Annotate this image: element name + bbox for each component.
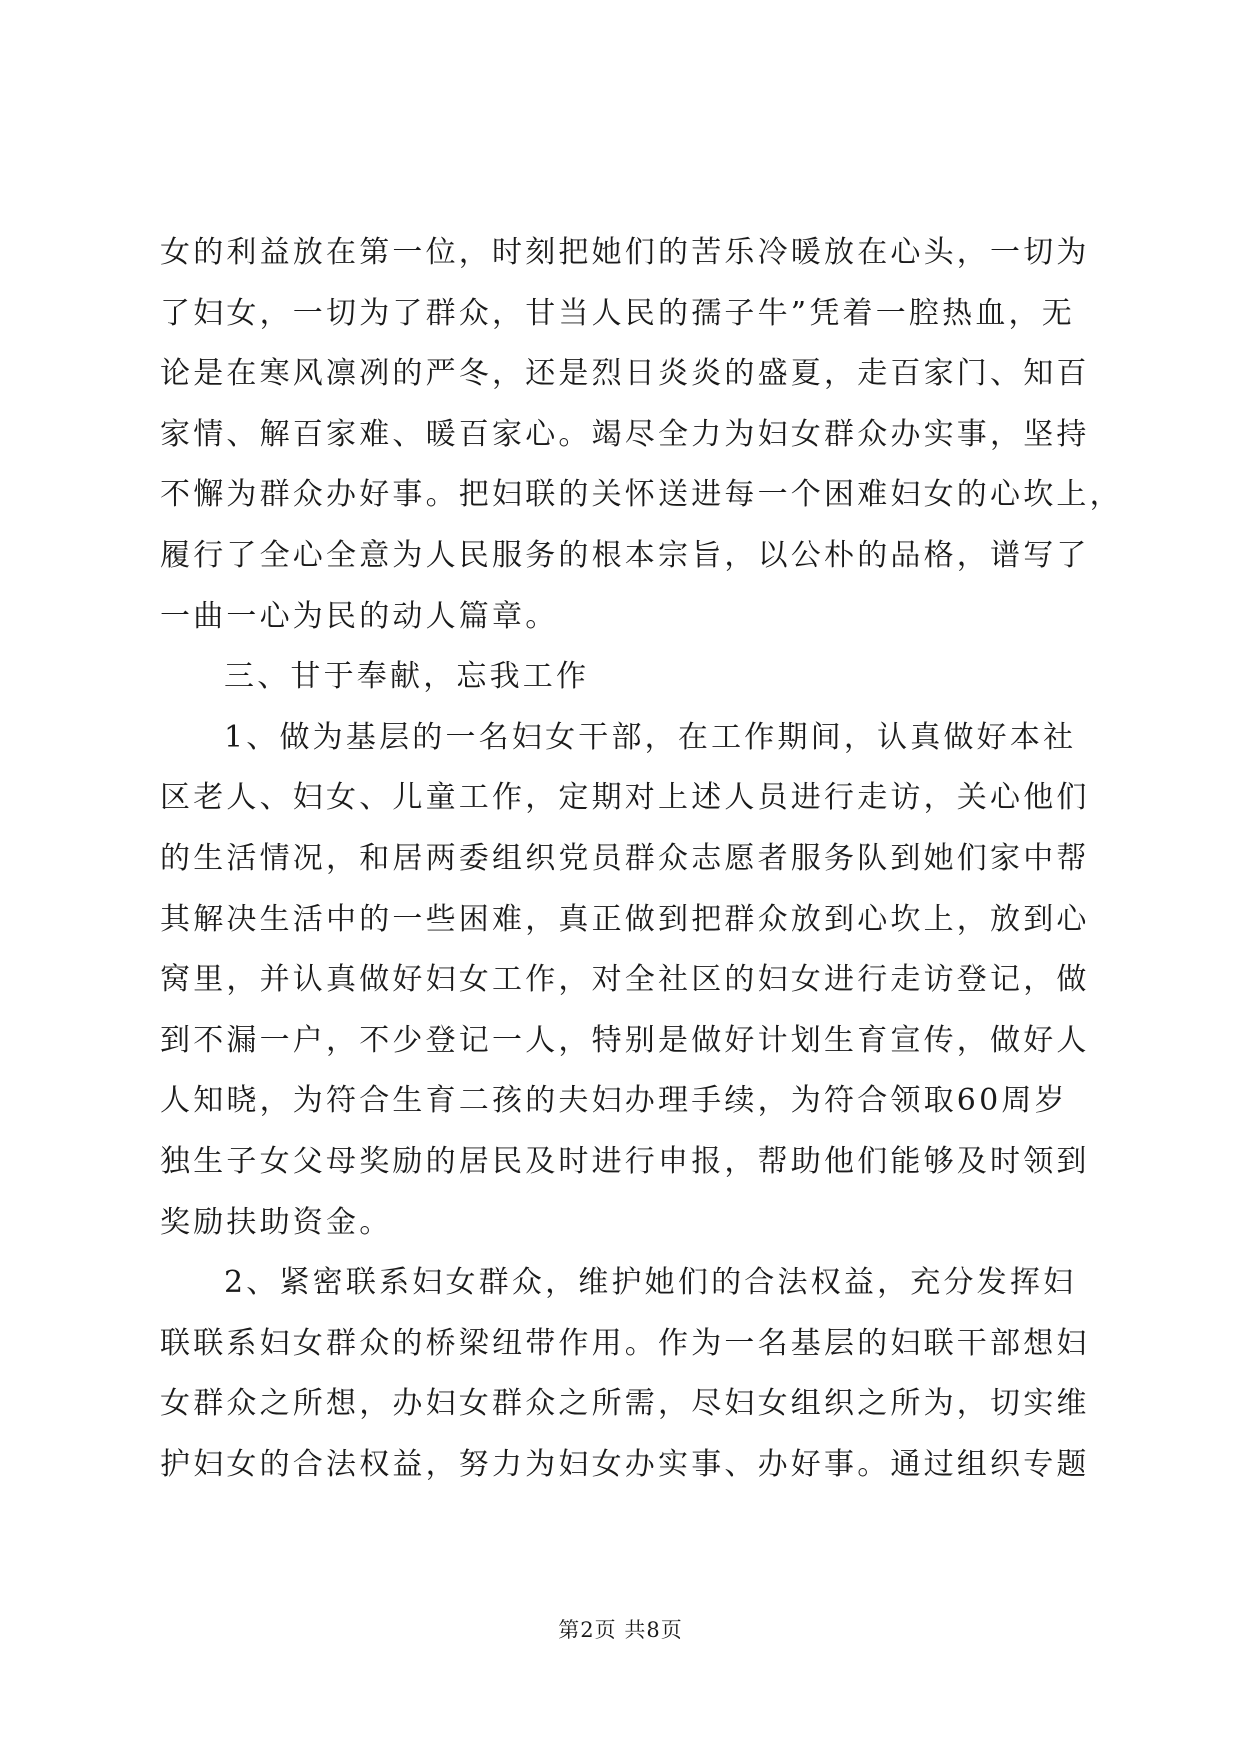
text-line: 论是在寒风凛冽的严冬，还是烈日炎炎的盛夏，走百家门、知百 xyxy=(160,356,1090,392)
paragraph-2 xyxy=(160,1253,1090,1495)
text-line: 联联系妇女群众的桥梁纽带作用。作为一名基层的妇联干部想妇 xyxy=(160,1325,1090,1361)
paragraph-continued xyxy=(160,223,1123,647)
text-line: 的生活情况，和居两委组织党员群众志愿者服务队到她们家中帮 xyxy=(160,840,1090,876)
text-line: 履行了全心全意为人民服务的根本宗旨，以公朴的品格，谱写了 xyxy=(160,537,1090,573)
text-line: 区老人、妇女、儿童工作，定期对上述人员进行走访，关心他们 xyxy=(160,780,1090,816)
text-line: 其解决生活中的一些困难，真正做到把群众放到心坎上，放到心 xyxy=(160,901,1090,937)
text-line: 不懈为群众办好事。把妇联的关怀送进每一个困难妇女的心坎上， xyxy=(160,477,1123,513)
paragraph-1 xyxy=(160,708,1090,1253)
text-line: 一曲一心为民的动人篇章。 xyxy=(160,598,559,634)
section-heading-text: 三、甘于奉献，忘我工作 xyxy=(224,659,590,695)
text-line: 了妇女，一切为了群众，甘当人民的孺子牛”凭着一腔热血，无 xyxy=(160,295,1075,331)
text-line: 2、紧密联系妇女群众，维护她们的合法权益，充分发挥妇 xyxy=(224,1265,1077,1301)
text-line: 奖励扶助资金。 xyxy=(160,1204,393,1240)
text-line: 独生子女父母奖励的居民及时进行申报，帮助他们能够及时领到 xyxy=(160,1143,1090,1179)
text-line: 护妇女的合法权益，努力为妇女办实事、办好事。通过组织专题 xyxy=(160,1446,1090,1482)
text-line: 女的利益放在第一位，时刻把她们的苦乐冷暖放在心头，一切为 xyxy=(160,235,1090,270)
text-line: 女群众之所想，办妇女群众之所需，尽妇女组织之所为，切实维 xyxy=(160,1386,1090,1422)
text-line: 家情、解百家难、暖百家心。竭尽全力为妇女群众办实事，坚持 xyxy=(160,416,1090,452)
body-text xyxy=(160,223,1123,1495)
text-line: 1、做为基层的一名妇女干部，在工作期间，认真做好本社 xyxy=(224,719,1077,755)
page-number-footer: 第2页 共8页 xyxy=(558,1618,683,1642)
section-heading xyxy=(160,647,1080,708)
text-line: 到不漏一户，不少登记一人，特别是做好计划生育宣传，做好人 xyxy=(160,1022,1090,1058)
text-line: 人知晓，为符合生育二孩的夫妇办理手续，为符合领取60周岁 xyxy=(160,1083,1068,1119)
text-line: 窝里，并认真做好妇女工作，对全社区的妇女进行走访登记，做 xyxy=(160,962,1090,998)
